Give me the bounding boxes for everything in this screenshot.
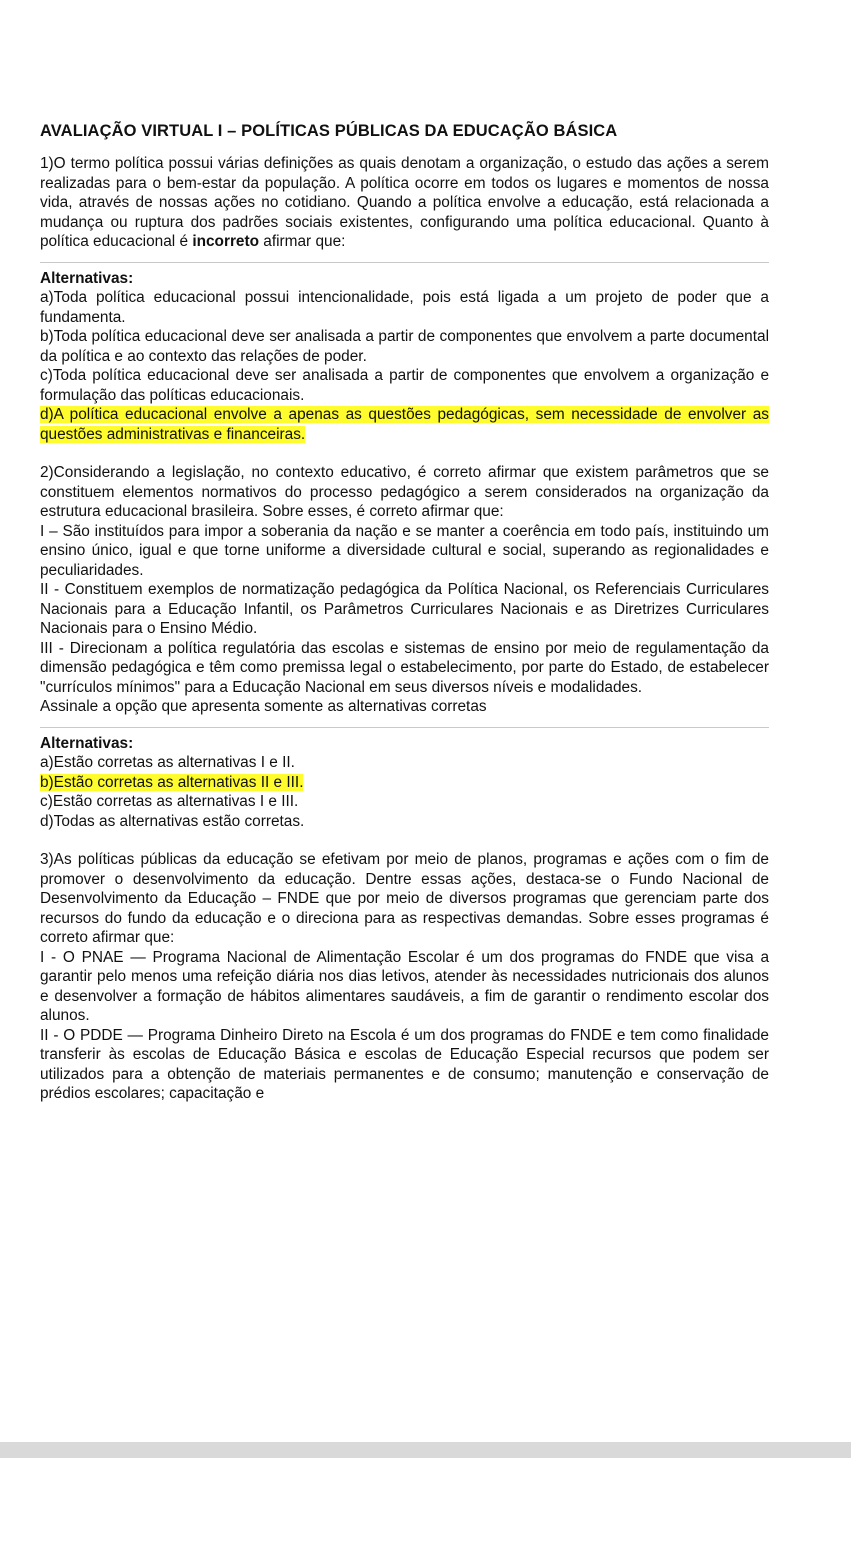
alternatives-heading: Alternativas: (40, 269, 134, 287)
alternative-b-highlighted (40, 773, 769, 793)
question-1-stem-emphasis: incorreto (192, 233, 260, 250)
question-1-stem (40, 154, 769, 252)
question-2-stem: 2)Considerando a legislação, no contexto educativo, é correto afirmar que existem parâmetros que se constituem elementos normativos do processo pedagógico a serem considerados na organização da estrutura educacional brasileira. Sobre esses, é correto afirmar que: (40, 464, 769, 520)
alternative-d-highlighted (40, 405, 769, 444)
question-1 (40, 154, 769, 444)
alternative-a: a)Toda política educacional possui intencionalidade, pois está ligada a um projeto de poder que a fundamenta. (40, 289, 769, 326)
document-title: AVALIAÇÃO VIRTUAL I – POLÍTICAS PÚBLICAS DA EDUCAÇÃO BÁSICA (40, 122, 618, 140)
alternatives-heading: Alternativas: (40, 734, 134, 752)
document-page (40, 121, 769, 1104)
question-3-stem: 3)As políticas públicas da educação se efetivam por meio de planos, programas e ações com o fim de promover o desenvolvimento da educação. Dentre essas ações, destaca-se o Fundo Nacional de Desenvolvimento da Educação – FNDE que por meio de diversos programas que gerenciam parte dos recursos do fundo da educação e o direciona para as respectivas demandas. Sobre esses programas é correto afirmar que: (40, 851, 769, 946)
alternative-b: b)Toda política educacional deve ser analisada a partir de componentes que envolvem a parte documental da política e ao contexto das relações de poder. (40, 328, 769, 365)
divider (40, 727, 769, 728)
question-2 (40, 463, 769, 831)
question-3 (40, 850, 769, 1104)
question-2-item-i: I – São instituídos para impor a soberania da nação e se manter a coerência em todo país, instituindo um ensino único, igual e que torne uniforme a diversidade cultural e social, superando as regionalidades e peculiaridades. (40, 522, 769, 579)
highlighted-answer: d)A política educacional envolve a apenas as questões pedagógicas, sem necessidade de envolver as questões administrativas e financeiras. (40, 406, 769, 443)
viewer-bottom-bar (0, 1442, 851, 1458)
question-3-item-i: I - O PNAE — Programa Nacional de Alimentação Escolar é um dos programas do FNDE que visa a garantir pelo menos uma refeição diária nos dias letivos, atender às necessidades nutricionais dos alunos e desenvolver a formação de hábitos alimentares saudáveis, a fim de garantir o rendimento escolar dos alunos. (40, 948, 769, 1024)
divider (40, 262, 769, 263)
question-3-item-ii: II - O PDDE — Programa Dinheiro Direto na Escola é um dos programas do FNDE e tem como finalidade transferir às escolas de Educação Básica e escolas de Educação Especial recursos que podem ser utilizados para a obtenção de materiais permanentes e de consumo; manutenção e conservação de prédios escolares; capacitação e (40, 1026, 769, 1102)
question-2-instruction: Assinale a opção que apresenta somente as alternativas corretas (40, 698, 487, 715)
question-2-item-iii: III - Direcionam a política regulatória das escolas e sistemas de ensino por meio de regulamentação da dimensão pedagógica e têm como premissa legal o estabelecimento, por parte do Estado, de estabelecer "currículos mínimos" para a Educação Nacional em seus diversos níveis e modalidades. (40, 639, 769, 696)
alternative-a: a)Estão corretas as alternativas I e II. (40, 754, 295, 771)
alternative-d: d)Todas as alternativas estão corretas. (40, 812, 305, 830)
question-1-stem-tail: afirmar que: (259, 233, 346, 250)
question-2-item-ii: II - Constituem exemplos de normatização pedagógica da Política Nacional, os Referenciais Curriculares Nacionais para a Educação Infantil, os Parâmetros Curriculares Nacionais e as Diretrizes Curriculares Nacionais para o Ensino Médio. (40, 581, 769, 637)
highlighted-answer: b)Estão corretas as alternativas II e III. (40, 773, 304, 791)
alternative-c: c)Toda política educacional deve ser analisada a partir de componentes que envolvem a organização e formulação das políticas educacionais. (40, 367, 769, 404)
question-1-stem-text: 1)O termo política possui várias definições as quais denotam a organização, o estudo das ações a serem realizadas para o bem-estar da população. A política ocorre em todos os lugares e momentos de nossa vida, através de nossas ações no cotidiano. Quando a política envolve a educação, está relacionada a mudança ou ruptura dos padrões sociais existentes, configurando uma política educacional. Quanto à política educacional é (40, 155, 769, 250)
alternative-c: c)Estão corretas as alternativas I e III. (40, 793, 299, 810)
